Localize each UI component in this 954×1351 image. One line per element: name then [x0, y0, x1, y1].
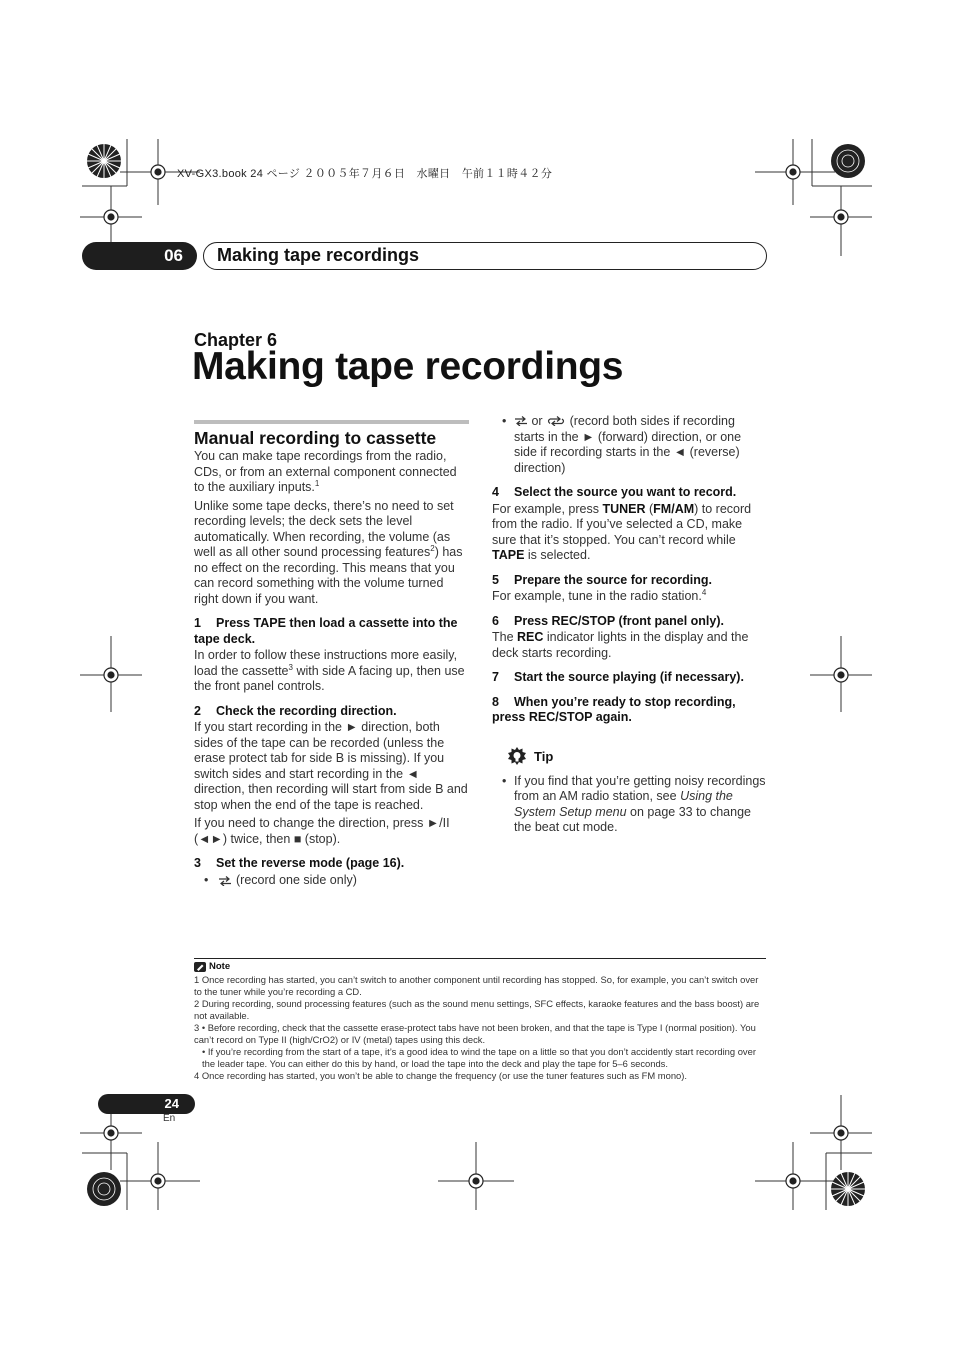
chapter-title: Making tape recordings [192, 345, 624, 388]
footnote-ref: 4 [701, 587, 707, 597]
footnote-2: 2 During recording, sound processing features (such as the sound menu settings, SFC effects, karaoke features and the bass boost) are not available. [194, 998, 760, 1021]
left-column [194, 420, 469, 891]
step-2-body-1: If you start recording in the ► direction, both sides of the tape can be recorded (unless the erase protect tab for side B is missing). If you switch sides and start recording in the ◄ direction, then recording will start from side B and stop when the end of the tape is reached. [194, 720, 468, 812]
registration-target-icon [834, 210, 848, 224]
note-pencil-icon [194, 962, 206, 972]
reverse-mode-one-side-item: • (record one side only) [194, 873, 469, 889]
chapter-number: 06 [164, 246, 183, 265]
starburst-disc-icon [87, 144, 121, 178]
reverse-continuous-icon [546, 416, 566, 426]
footnote-1: 1 Once recording has started, you can’t switch to another component until recording has stopped. So, for example, you can’t switch over to the tuner while you’re recording a CD. [194, 974, 759, 997]
registration-target-icon [104, 210, 118, 224]
step-4-body: For example, press TUNER (FM/AM) to record from the radio. If you’ve selected a CD, make sure that it’s stopped. You can’t record while TAPE is selected. [492, 501, 752, 562]
step-4-title: 4 Select the source you want to record. [492, 485, 737, 499]
section-title: Manual recording to cassette [194, 428, 437, 448]
registration-target-icon [469, 1174, 483, 1188]
footnote-ref: 2 [430, 543, 435, 553]
running-title: Making tape recordings [217, 245, 420, 265]
notes-area [194, 958, 766, 1082]
step-2-body-2: If you need to change the direction, press ►/II (◄►) twice, then ■ (stop). [194, 816, 450, 846]
one-way-reverse-icon [218, 876, 232, 886]
right-column [492, 414, 767, 839]
step-5-body: For example, tune in the radio station.$^4$ [492, 587, 707, 603]
step-1-body: In order to follow these instructions more easily, load the cassette$^3$ with side A facing up, then use the front panel controls. [194, 648, 465, 693]
step-2-title: 2 Check the recording direction. [194, 703, 397, 718]
page-number-badge [98, 1094, 195, 1114]
registration-target-icon [834, 1126, 848, 1140]
footnote-ref: 3 [288, 662, 293, 672]
step-3-title: 3 Set the reverse mode (page 16). [194, 856, 405, 870]
registration-target-icon [151, 165, 165, 179]
chapter-number-badge [82, 242, 197, 270]
language-code: En [163, 1113, 176, 1124]
footnote-3a: 3 • Before recording, check that the cassette erase-protect tabs have not been broken, and that the tape is Type I (normal position). You can’t record on Type II (high/CrO2) or IV (metal) tapes using this deck. [194, 1022, 756, 1045]
step-8-title: 8 When you’re ready to stop recording, press REC/STOP again. [492, 694, 736, 724]
step-6-body: The REC indicator lights in the display and the deck starts recording. [492, 630, 749, 660]
starburst-disc-icon [831, 1172, 865, 1206]
step-1-title: 1 Press TAPE then load a cassette into the tape deck. [194, 616, 458, 646]
starburst-disc-icon [831, 144, 865, 178]
footnote-ref: 1 [314, 478, 320, 488]
registration-target-icon [786, 165, 800, 179]
print-header: XV-GX3.book 24 ページ ２００５年７月６日 水曜日 午前１１時４２分 [177, 168, 553, 180]
registration-target-icon [834, 668, 848, 682]
registration-target-icon [786, 1174, 800, 1188]
footnote-4: 4 Once recording has started, you won’t be able to change the frequency (or use the tuner features such as FM mono). [194, 1070, 687, 1081]
starburst-disc-icon [87, 1172, 121, 1206]
registration-target-icon [151, 1174, 165, 1188]
running-title-box [203, 242, 767, 270]
note-heading [194, 961, 766, 973]
tip-text: • If you find that you’re getting noisy recordings from an AM radio station, see Using the System Setup menu on page 33 to change the beat cut mode. [492, 774, 767, 836]
footnote-3b: • If you’re recording from the start of a tape, it’s a good idea to wind the tape on a little so that you don’t accidently start recording over the leader tape. You can either do this by hand, or load the tape into the deck and play the tape for 5–6 seconds. [202, 1046, 756, 1069]
intro-paragraph-2: Unlike some tape decks, there’s no need to set recording levels; the deck sets the level automatically. When recording, the volume (as well as all other sound processing features$^2$) has no effect on the recording. This means that you can record something with the volume turned right down if you want. [194, 498, 463, 606]
page-number: 24 [164, 1096, 179, 1111]
chapter-label: Chapter 6 [194, 330, 278, 350]
section-rule [194, 420, 469, 424]
step-5-title: 5 Prepare the source for recording. [492, 572, 712, 587]
registration-target-icon [104, 1126, 118, 1140]
tip-heading [492, 746, 767, 768]
step-6-title: 6 Press REC/STOP (front panel only). [492, 613, 724, 628]
registration-target-icon [104, 668, 118, 682]
intro-paragraph-1: You can make tape recordings from the radio, CDs, or from an external component connected to the auxiliary inputs.$^1$ [194, 449, 457, 494]
lightbulb-icon [506, 746, 528, 768]
note-label: Note [209, 961, 231, 972]
tip-label: Tip [534, 748, 554, 764]
step-7-title: 7 Start the source playing (if necessary). [492, 670, 744, 684]
reverse-mode-both-sides-item: • or (record both sides if recording starts in the ► (forward) direction, or one side if recording starts in the ◄ (reverse) direction) [492, 414, 767, 476]
reverse-loop-icon [514, 416, 528, 426]
